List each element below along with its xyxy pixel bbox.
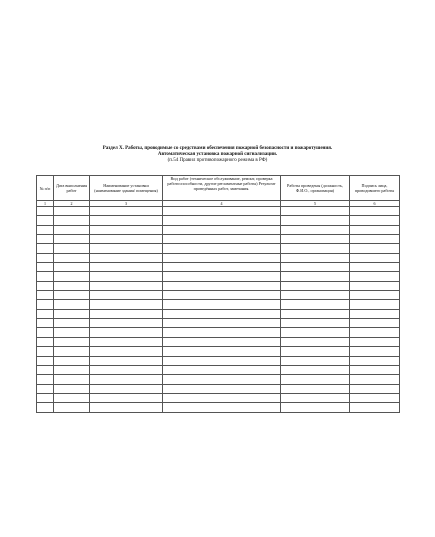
cell-date[interactable] <box>54 337 90 346</box>
cell-date[interactable] <box>54 207 90 216</box>
cell-work-type[interactable] <box>163 225 281 234</box>
cell-signature[interactable] <box>350 328 400 337</box>
cell-work-type[interactable] <box>163 403 281 412</box>
cell-number[interactable] <box>37 375 54 384</box>
cell-work-type[interactable] <box>163 253 281 262</box>
cell-performed-by[interactable] <box>281 291 350 300</box>
cell-installation[interactable] <box>90 347 163 356</box>
cell-signature[interactable] <box>350 375 400 384</box>
cell-installation[interactable] <box>90 263 163 272</box>
column-number: 5 <box>281 201 350 207</box>
cell-signature[interactable] <box>350 253 400 262</box>
cell-performed-by[interactable] <box>281 235 350 244</box>
table-row <box>37 337 400 346</box>
cell-signature[interactable] <box>350 393 400 402</box>
cell-installation[interactable] <box>90 384 163 393</box>
cell-work-type[interactable] <box>163 291 281 300</box>
column-number: 6 <box>350 201 400 207</box>
cell-signature[interactable] <box>350 235 400 244</box>
cell-installation[interactable] <box>90 403 163 412</box>
cell-performed-by[interactable] <box>281 216 350 225</box>
table-row <box>37 291 400 300</box>
cell-work-type[interactable] <box>163 244 281 253</box>
column-header-installation: Наименование установки (наименование здания/ помещения) <box>90 176 163 201</box>
table-row <box>37 300 400 309</box>
cell-installation[interactable] <box>90 216 163 225</box>
section-subtitle: Автоматическая установка пожарной сигнализации. <box>157 152 278 158</box>
cell-date[interactable] <box>54 300 90 309</box>
cell-work-type[interactable] <box>163 328 281 337</box>
cell-date[interactable] <box>54 281 90 290</box>
cell-work-type[interactable] <box>163 263 281 272</box>
cell-date[interactable] <box>54 375 90 384</box>
cell-installation[interactable] <box>90 375 163 384</box>
cell-work-type[interactable] <box>163 235 281 244</box>
cell-number[interactable] <box>37 244 54 253</box>
cell-signature[interactable] <box>350 216 400 225</box>
cell-installation[interactable] <box>90 253 163 262</box>
table-row <box>37 281 400 290</box>
cell-performed-by[interactable] <box>281 244 350 253</box>
table-row <box>37 384 400 393</box>
cell-signature[interactable] <box>350 365 400 374</box>
cell-performed-by[interactable] <box>281 403 350 412</box>
cell-signature[interactable] <box>350 337 400 346</box>
cell-work-type[interactable] <box>163 281 281 290</box>
cell-number[interactable] <box>37 216 54 225</box>
cell-performed-by[interactable] <box>281 300 350 309</box>
cell-signature[interactable] <box>350 281 400 290</box>
column-header-work-type: Вид работ (техническое обслуживание, ремонт, проверка работоспособности, другие регламентные работы) Результат проведённых работ, замечания. <box>163 176 281 201</box>
table-row <box>37 235 400 244</box>
table-row <box>37 263 400 272</box>
cell-date[interactable] <box>54 328 90 337</box>
cell-work-type[interactable] <box>163 272 281 281</box>
cell-date[interactable] <box>54 225 90 234</box>
cell-number[interactable] <box>37 319 54 328</box>
column-number: 2 <box>54 201 90 207</box>
cell-signature[interactable] <box>350 300 400 309</box>
cell-number[interactable] <box>37 263 54 272</box>
cell-installation[interactable] <box>90 337 163 346</box>
works-log-table <box>36 175 400 413</box>
cell-date[interactable] <box>54 393 90 402</box>
section-heading <box>36 146 399 165</box>
table-header-row <box>37 176 400 201</box>
column-number: 4 <box>163 201 281 207</box>
cell-date[interactable] <box>54 356 90 365</box>
cell-work-type[interactable] <box>163 207 281 216</box>
table-row <box>37 272 400 281</box>
table-row <box>37 244 400 253</box>
cell-performed-by[interactable] <box>281 384 350 393</box>
cell-number[interactable] <box>37 356 54 365</box>
cell-work-type[interactable] <box>163 300 281 309</box>
cell-installation[interactable] <box>90 225 163 234</box>
cell-number[interactable] <box>37 347 54 356</box>
column-header-signature: Подпись лица, проводившего работы <box>350 176 400 201</box>
section-reference: (п.54 Правил противопожарного режима в РФ) <box>167 158 268 164</box>
cell-date[interactable] <box>54 244 90 253</box>
column-header-date: Дата выполнения работ <box>54 176 90 201</box>
table-row <box>37 253 400 262</box>
cell-installation[interactable] <box>90 207 163 216</box>
cell-performed-by[interactable] <box>281 272 350 281</box>
column-number: 1 <box>37 201 54 207</box>
cell-performed-by[interactable] <box>281 393 350 402</box>
cell-work-type[interactable] <box>163 309 281 318</box>
cell-signature[interactable] <box>350 384 400 393</box>
table-row <box>37 207 400 216</box>
cell-installation[interactable] <box>90 235 163 244</box>
cell-date[interactable] <box>54 403 90 412</box>
cell-performed-by[interactable] <box>281 281 350 290</box>
cell-performed-by[interactable] <box>281 207 350 216</box>
cell-installation[interactable] <box>90 309 163 318</box>
cell-date[interactable] <box>54 347 90 356</box>
cell-performed-by[interactable] <box>281 263 350 272</box>
cell-date[interactable] <box>54 309 90 318</box>
cell-work-type[interactable] <box>163 365 281 374</box>
cell-installation[interactable] <box>90 281 163 290</box>
cell-work-type[interactable] <box>163 393 281 402</box>
cell-performed-by[interactable] <box>281 356 350 365</box>
cell-work-type[interactable] <box>163 337 281 346</box>
cell-performed-by[interactable] <box>281 225 350 234</box>
table-row <box>37 309 400 318</box>
cell-number[interactable] <box>37 281 54 290</box>
table-row <box>37 403 400 412</box>
cell-number[interactable] <box>37 253 54 262</box>
cell-performed-by[interactable] <box>281 365 350 374</box>
cell-installation[interactable] <box>90 291 163 300</box>
cell-number[interactable] <box>37 272 54 281</box>
table-row <box>37 356 400 365</box>
table-row <box>37 393 400 402</box>
table-body <box>37 207 400 413</box>
cell-number[interactable] <box>37 393 54 402</box>
cell-number[interactable] <box>37 235 54 244</box>
cell-number[interactable] <box>37 384 54 393</box>
cell-number[interactable] <box>37 337 54 346</box>
cell-date[interactable] <box>54 216 90 225</box>
cell-number[interactable] <box>37 225 54 234</box>
cell-installation[interactable] <box>90 328 163 337</box>
cell-date[interactable] <box>54 384 90 393</box>
cell-signature[interactable] <box>350 291 400 300</box>
cell-date[interactable] <box>54 291 90 300</box>
cell-work-type[interactable] <box>163 347 281 356</box>
cell-work-type[interactable] <box>163 375 281 384</box>
cell-date[interactable] <box>54 235 90 244</box>
cell-signature[interactable] <box>350 263 400 272</box>
table-row <box>37 375 400 384</box>
cell-number[interactable] <box>37 207 54 216</box>
cell-signature[interactable] <box>350 403 400 412</box>
cell-number[interactable] <box>37 328 54 337</box>
cell-installation[interactable] <box>90 393 163 402</box>
cell-performed-by[interactable] <box>281 253 350 262</box>
cell-signature[interactable] <box>350 272 400 281</box>
cell-signature[interactable] <box>350 319 400 328</box>
column-header-number: № п/п <box>37 176 54 201</box>
cell-work-type[interactable] <box>163 216 281 225</box>
column-header-performed-by: Работы проведены (должность, Ф.И.О., организация) <box>281 176 350 201</box>
cell-date[interactable] <box>54 272 90 281</box>
cell-installation[interactable] <box>90 244 163 253</box>
cell-performed-by[interactable] <box>281 375 350 384</box>
table-row <box>37 319 400 328</box>
cell-performed-by[interactable] <box>281 347 350 356</box>
cell-signature[interactable] <box>350 225 400 234</box>
table-row <box>37 365 400 374</box>
cell-installation[interactable] <box>90 300 163 309</box>
cell-signature[interactable] <box>350 347 400 356</box>
cell-number[interactable] <box>37 309 54 318</box>
cell-performed-by[interactable] <box>281 337 350 346</box>
cell-signature[interactable] <box>350 356 400 365</box>
table-row <box>37 225 400 234</box>
cell-performed-by[interactable] <box>281 328 350 337</box>
cell-date[interactable] <box>54 253 90 262</box>
cell-date[interactable] <box>54 263 90 272</box>
cell-work-type[interactable] <box>163 319 281 328</box>
cell-number[interactable] <box>37 300 54 309</box>
table-row <box>37 216 400 225</box>
cell-work-type[interactable] <box>163 384 281 393</box>
cell-installation[interactable] <box>90 365 163 374</box>
column-number: 3 <box>90 201 163 207</box>
cell-signature[interactable] <box>350 244 400 253</box>
cell-date[interactable] <box>54 319 90 328</box>
cell-installation[interactable] <box>90 272 163 281</box>
cell-signature[interactable] <box>350 207 400 216</box>
table-row <box>37 328 400 337</box>
cell-performed-by[interactable] <box>281 309 350 318</box>
cell-number[interactable] <box>37 365 54 374</box>
cell-installation[interactable] <box>90 319 163 328</box>
cell-date[interactable] <box>54 365 90 374</box>
cell-work-type[interactable] <box>163 356 281 365</box>
section-title: Раздел X. Работы, проводимые со средствами обеспечения пожарной безопасности и пожаротушения. <box>102 146 333 151</box>
cell-number[interactable] <box>37 403 54 412</box>
table-row <box>37 347 400 356</box>
cell-signature[interactable] <box>350 309 400 318</box>
cell-performed-by[interactable] <box>281 319 350 328</box>
cell-installation[interactable] <box>90 356 163 365</box>
cell-number[interactable] <box>37 291 54 300</box>
